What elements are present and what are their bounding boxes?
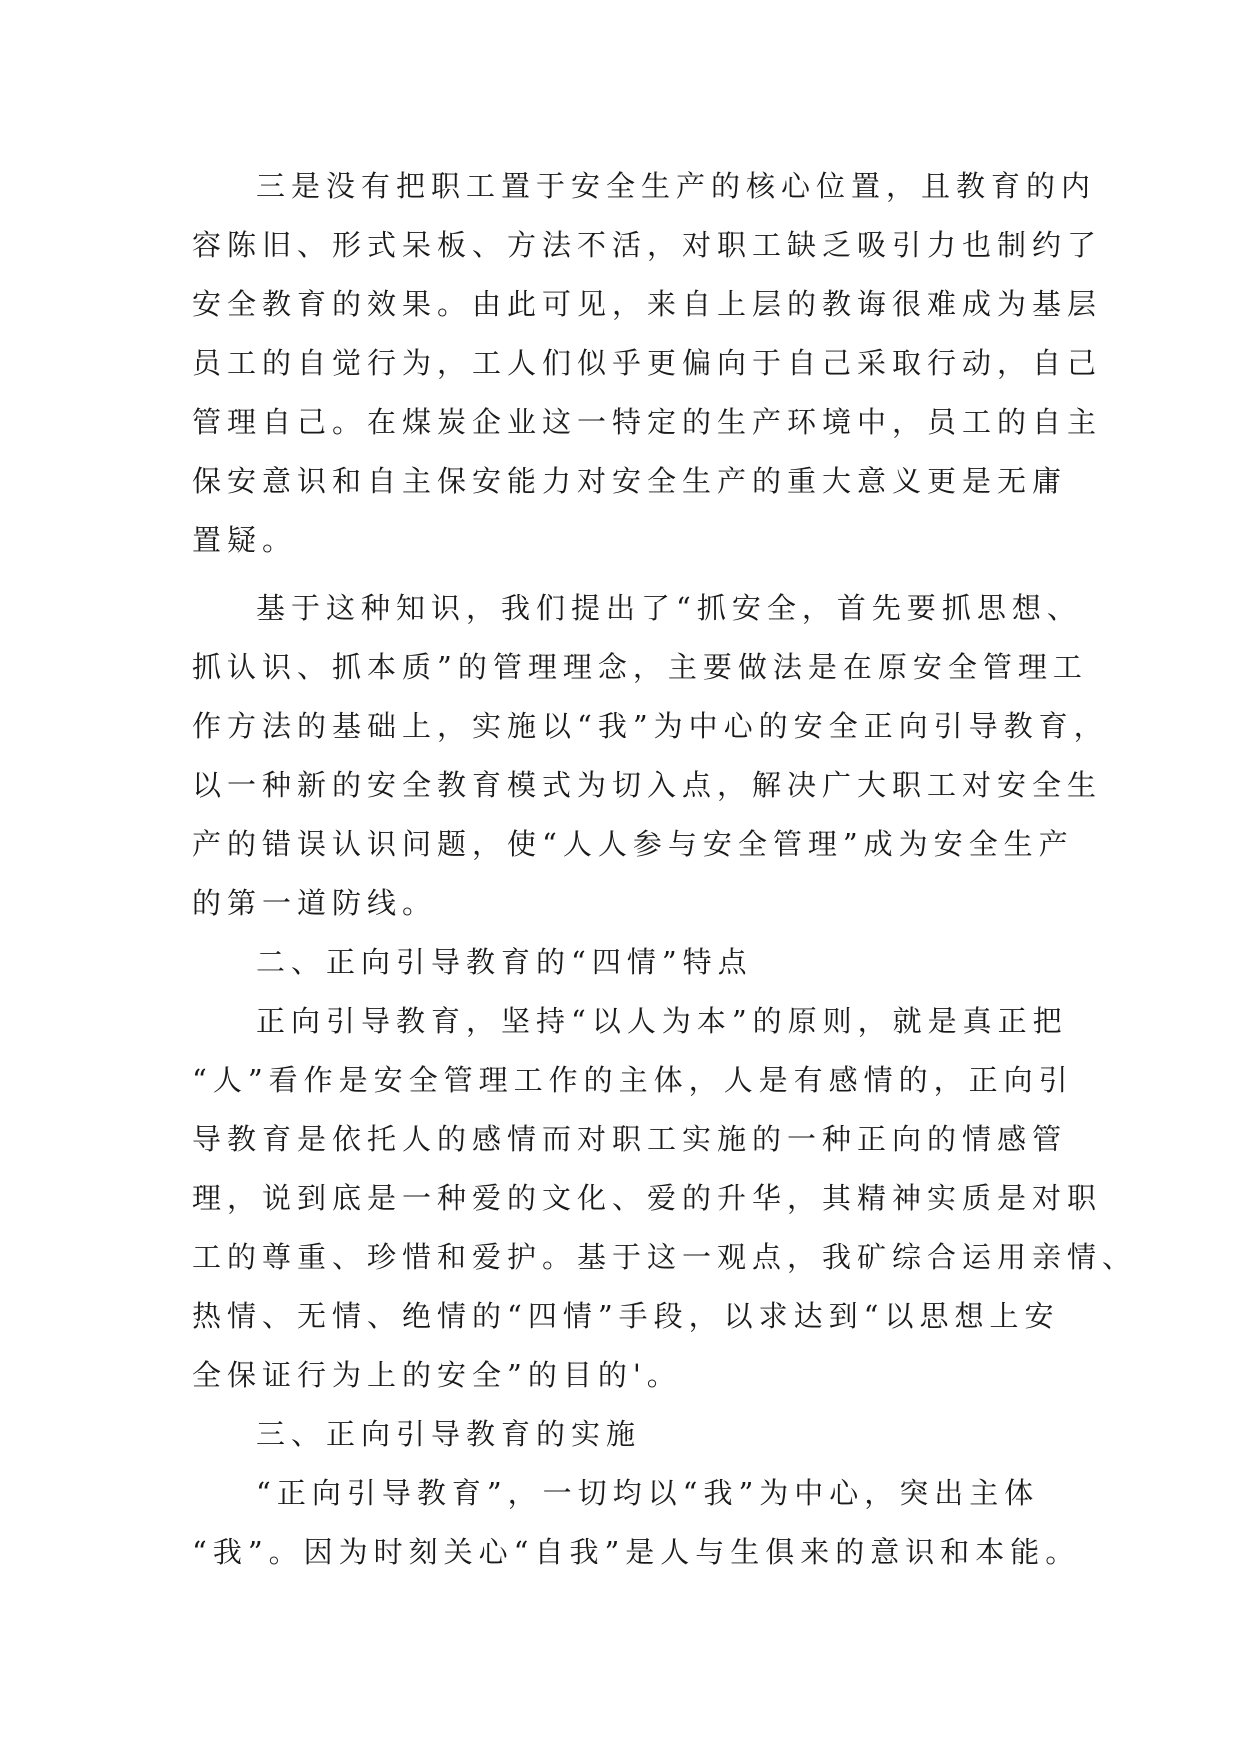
paragraph-line: 保安意识和自主保安能力对安全生产的重大意义更是无庸 <box>192 464 1068 498</box>
paragraph-line: 导教育是依托人的感情而对职工实施的一种正向的情感管 <box>192 1122 1068 1156</box>
paragraph-line: “正向引导教育”，一切均以“我”为中心，突出主体 <box>256 1476 1040 1510</box>
paragraph-line: 管理自己。在煤炭企业这一特定的生产环境中，员工的自主 <box>192 405 1103 439</box>
paragraph-line: 理，说到底是一种爱的文化、爱的升华，其精神实质是对职 <box>192 1181 1103 1215</box>
section-heading: 三、正向引导教育的实施 <box>256 1417 642 1451</box>
paragraph-line: 全保证行为上的安全”的目的'。 <box>192 1358 682 1392</box>
paragraph-gap <box>192 570 1072 579</box>
paragraph-line: “我”。因为时刻关心“自我”是人与生俱来的意识和本能。 <box>192 1535 1081 1569</box>
paragraph-line: 三是没有把职工置于安全生产的核心位置，且教育的内 <box>256 169 1097 203</box>
paragraph-line: 员工的自觉行为，工人们似乎更偏向于自己采取行动，自己 <box>192 346 1103 380</box>
paragraph-line: 抓认识、抓本质”的管理理念，主要做法是在原安全管理工 <box>192 650 1088 684</box>
paragraph-line: 安全教育的效果。由此可见，来自上层的教诲很难成为基层 <box>192 287 1103 321</box>
paragraph-line: 基于这种知识，我们提出了“抓安全，首先要抓思想、 <box>256 591 1082 625</box>
paragraph-line: 置疑。 <box>192 523 298 557</box>
section-heading: 二、正向引导教育的“四情”特点 <box>256 945 753 979</box>
paragraph-line: 工的尊重、珍惜和爱护。基于这一观点，我矿综合运用亲情、 <box>192 1240 1138 1274</box>
paragraph-line: 的第一道防线。 <box>192 886 438 920</box>
paragraph-line: 作方法的基础上，实施以“我”为中心的安全正向引导教育， <box>192 709 1109 743</box>
paragraph-line: 正向引导教育，坚持“以人为本”的原则，就是真正把 <box>256 1004 1068 1038</box>
paragraph-line: 热情、无情、绝情的“四情”手段，以求达到“以思想上安 <box>192 1299 1060 1333</box>
paragraph-line: “人”看作是安全管理工作的主体，人是有感情的，正向引 <box>192 1063 1074 1097</box>
paragraph-line: 产的错误认识问题，使“人人参与安全管理”成为安全生产 <box>192 827 1074 861</box>
document-body <box>192 157 1138 1582</box>
paragraph-line: 以一种新的安全教育模式为切入点，解决广大职工对安全生 <box>192 768 1103 802</box>
paragraph-line: 容陈旧、形式呆板、方法不活，对职工缺乏吸引力也制约了 <box>192 228 1103 262</box>
